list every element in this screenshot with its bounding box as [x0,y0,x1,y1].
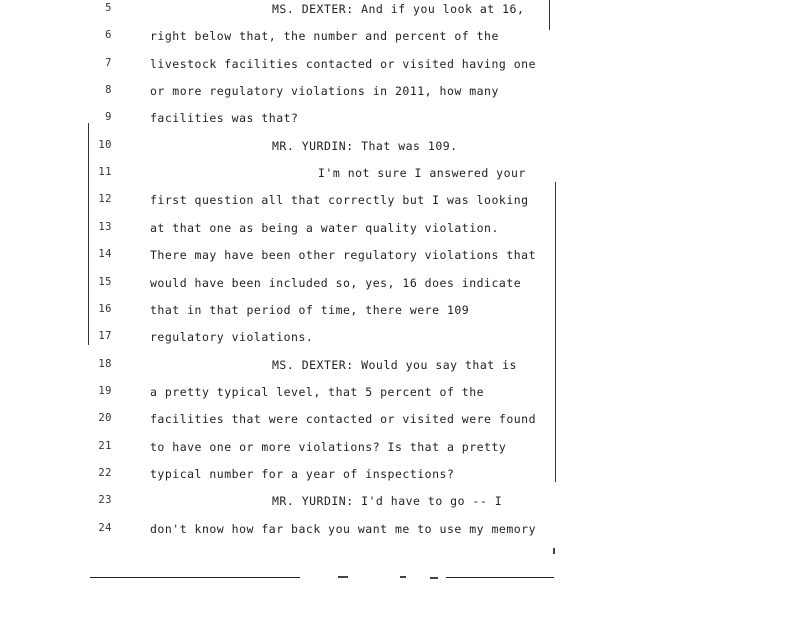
transcript-line [0,193,800,220]
edge-mark [553,548,555,554]
line-text: to have one or more violations? Is that a pretty [150,439,507,454]
footer-mark [338,576,348,578]
line-number: 23 [98,494,112,507]
transcript-line [0,440,800,467]
transcript-line [0,358,800,385]
transcript-line [0,57,800,84]
line-number: 24 [98,521,112,534]
line-number: 13 [98,220,112,233]
transcript-line [0,221,800,248]
transcript-line [0,522,800,549]
transcript-line [0,412,800,439]
footer-mark [400,576,406,578]
line-text: typical number for a year of inspections? [150,466,455,481]
transcript-line [0,84,800,111]
transcript-line [0,248,800,275]
transcript-line [0,303,800,330]
footer-mark [430,577,438,579]
line-number: 20 [98,412,112,425]
line-text: don't know how far back you want me to use my memory [150,521,537,536]
transcript-line [0,385,800,412]
line-text: would have been included so, yes, 16 does indicate [150,275,522,290]
line-text: or more regulatory violations in 2011, how many [150,84,499,99]
line-text: first question all that correctly but I was looking [150,193,529,208]
line-text: at that one as being a water quality violation. [150,220,499,235]
line-text: right below that, the number and percent of the [150,29,499,44]
line-number: 12 [98,193,112,206]
line-text: I'm not sure I answered your [318,166,526,181]
line-text: regulatory violations. [150,330,314,345]
transcript-line [0,139,800,166]
transcript-line [0,111,800,138]
line-number: 5 [105,2,112,14]
transcript-line [0,2,800,29]
line-number: 19 [98,384,112,397]
line-number: 21 [98,439,112,452]
transcript-line [0,330,800,357]
line-text: facilities that were contacted or visited were found [150,412,537,427]
line-text: facilities was that? [150,111,299,126]
line-text: MS. DEXTER: Would you say that is [272,357,517,372]
line-text: MS. DEXTER: And if you look at 16, [272,2,525,16]
line-number: 14 [98,248,112,261]
line-number: 18 [98,357,112,370]
transcript-line [0,166,800,193]
transcript-line [0,494,800,521]
line-text: that in that period of time, there were 109 [150,302,470,317]
line-number: 9 [105,111,112,124]
line-number: 6 [105,29,112,42]
line-number: 10 [98,138,112,151]
line-number: 17 [98,330,112,343]
line-number: 7 [105,56,112,69]
line-number: 8 [105,84,112,97]
line-number: 11 [98,166,112,179]
line-text: livestock facilities contacted or visited having one [150,56,537,71]
line-number: 16 [98,302,112,315]
line-number: 15 [98,275,112,288]
transcript-line [0,276,800,303]
transcript-line [0,29,800,56]
line-text: MR. YURDIN: That was 109. [272,138,458,153]
footer-rule-right [446,577,554,578]
transcript-line [0,467,800,494]
line-text: MR. YURDIN: I'd have to go -- I [272,494,503,509]
footer-rule [90,577,300,578]
line-number: 22 [98,466,112,479]
line-text: a pretty typical level, that 5 percent of the [150,384,485,399]
line-text: There may have been other regulatory violations that [150,248,537,263]
